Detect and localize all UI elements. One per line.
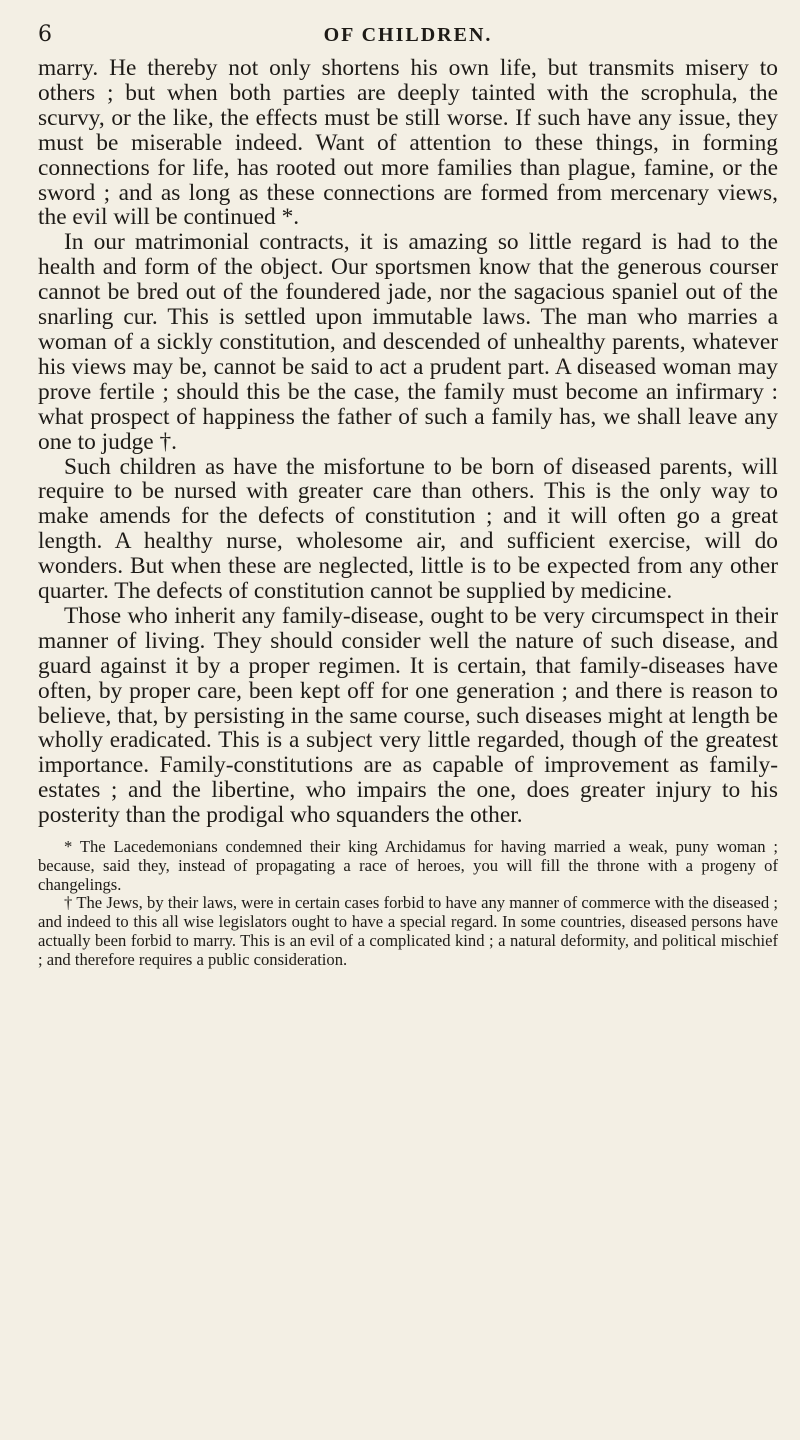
book-page [38, 22, 778, 970]
page-number: 6 [38, 22, 53, 47]
paragraph-matrimonial-contracts: In our matrimonial contracts, it is amazing so little regard is had to the health and form of the object. Our sportsmen know that the generous courser cannot be bred out of the foundered jade, nor the sagacious spaniel out of the snarling cur. This is settled upon immutable laws. The man who marries a woman of a sickly constitution, and descended of unhealthy parents, whatever his views may be, cannot be said to act a prudent part. A diseased woman may prove fertile ; should this be the case, the family must become an infirmary : what prospect of happiness the father of such a family has, we shall leave any one to judge †. [38, 229, 778, 455]
footnote-jews: † The Jews, by their laws, were in certain cases forbid to have any manner of commerce with the diseased ; and indeed to this all wise legislators ought to have a special regard. In some countries, diseased persons have actually been forbid to marry. This is an evil of a complicated kind ; a natural deformity, and political mischief ; and therefore requires a public consideration. [38, 893, 778, 969]
paragraph-family-disease: Those who inherit any family-disease, ought to be very circumspect in their manner of living. They should consider well the nature of such disease, and guard against it by a proper regimen. It is certain, that family-diseases have often, by proper care, been kept off for one generation ; and there is reason to believe, that, by persisting in the same course, such diseases might at length be wholly eradicated. This is a subject very little regarded, though of the greatest importance. Family-constitutions are as capable of improvement as family-estates ; and the libertine, who impairs the one, does greater injury to his posterity than the prodigal who squanders the other. [38, 602, 778, 829]
footnotes [38, 838, 778, 970]
running-title: OF CHILDREN. [323, 24, 493, 46]
paragraph-diseased-parents: Such children as have the misfortune to be born of diseased parents, will require to be nursed with greater care than others. This is the only way to make amends for the defects of constitution ; and it will often go a great length. A healthy nurse, wholesome air, and sufficient exercise, will do wonders. But when these are neglected, little is to be expected from any other quarter. The defects of constitution cannot be supplied by medicine. [38, 453, 778, 605]
body-text [38, 56, 778, 828]
page-header [38, 22, 778, 56]
paragraph-marriage-health: marry. He thereby not only shortens his own life, but transmits misery to others ; but when both parties are deeply tainted with the scrophula, the scurvy, or the like, the effects must be still worse. If such have any issue, they must be miserable indeed. Want of attention to these things, in forming connections for life, has rooted out more families than plague, famine, or the sword ; and as long as these connections are formed from mercenary views, the evil will be continued *. [38, 55, 778, 231]
footnote-lacedemonians: * The Lacedemonians condemned their king Archidamus for having married a weak, puny woman ; because, said they, instead of propagating a race of heroes, you will fill the throne with a progeny of changelings. [38, 837, 778, 894]
